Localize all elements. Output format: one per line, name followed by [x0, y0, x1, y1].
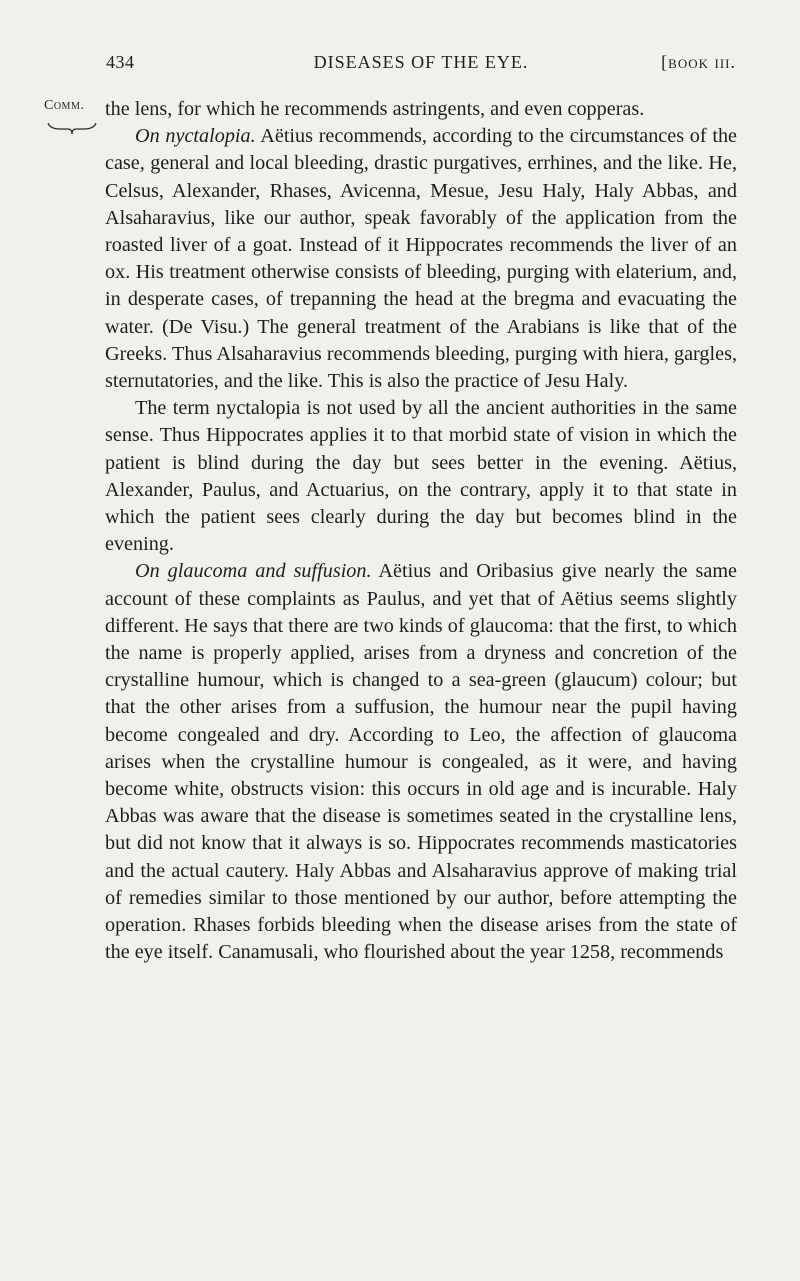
paragraph-text: Aëtius recommends, according to the circumstances of the case, general and local bleeding, drastic purgatives, errhines, and the like. He, Celsus, Alexander, Rhases, Avicenna, Mesue, Jesu Haly, Haly Abbas, and Alsaharavius, like our author, speak favorably of the application from the roasted liver of a goat. Instead of it Hippocrates recommends the liver of an ox. His treatment otherwise consists of bleeding, purging with elaterium, and, in desperate cases, of trepanning the head at the bregma and evacuating the water. (De Visu.) The general treatment of the Arabians is like that of the Greeks. Thus Alsaharavius recommends bleeding, purging with hiera, gargles, sternutatories, and the like. This is also the practice of Jesu Haly.	[105, 125, 738, 393]
margin-note: Comm.	[44, 98, 85, 113]
running-title: DISEASES OF THE EYE.	[313, 52, 529, 72]
page-number: 434	[106, 52, 135, 72]
paragraph-text: the lens, for which he recommends astringents, and even copperas.	[105, 98, 645, 120]
paragraph-lead: On glaucoma and suffusion.	[135, 560, 372, 583]
paragraph	[105, 96, 737, 123]
paragraph-lead: On nyctalopia.	[135, 125, 256, 148]
body-text	[105, 96, 737, 967]
paragraph-text: Aëtius and Oribasius give nearly the same account of these complaints as Paulus, and yet that of Aëtius seems slightly different. He says that there are two kinds of glaucoma: that the first, to which the name is properly applied, arises from a dryness and concretion of the crystalline humour, which is changed to a sea-green (glaucum) colour; but that the other arises from a suffusion, the humour near the pupil having become congealed and dry. According to Leo, the affection of glaucoma arises when the crystalline humour is congealed, as it were, and having become white, obstructs vision: this occurs in old age and is incurable. Haly Abbas was aware that the disease is sometimes seated in the crystalline lens, but did not know that it always is so. Hippocrates recommends masticatories and the actual cautery. Haly Abbas and Alsaharavius approve of making trial of remedies similar to those mentioned by our author, before attempting the operation. Rhases forbids bleeding when the disease arises from the state of the eye itself. Canamusali, who flourished about the year 1258, recommends	[105, 560, 737, 964]
margin-brace	[46, 121, 98, 135]
paragraph	[105, 123, 737, 395]
paragraph	[105, 558, 737, 966]
paragraph	[105, 395, 737, 558]
running-header	[106, 52, 736, 82]
paragraph-text: The term nyctalopia is not used by all the ancient authorities in the same sense. Thus Hippocrates applies it to that morbid state of vision in which the patient is blind during the day but sees better in the evening. Aëtius, Alexander, Paulus, and Actuarius, on the contrary, apply it to that state in which the patient sees clearly during the day but becomes blind in the evening.	[105, 397, 737, 556]
book-marker: [book iii.	[661, 52, 736, 72]
